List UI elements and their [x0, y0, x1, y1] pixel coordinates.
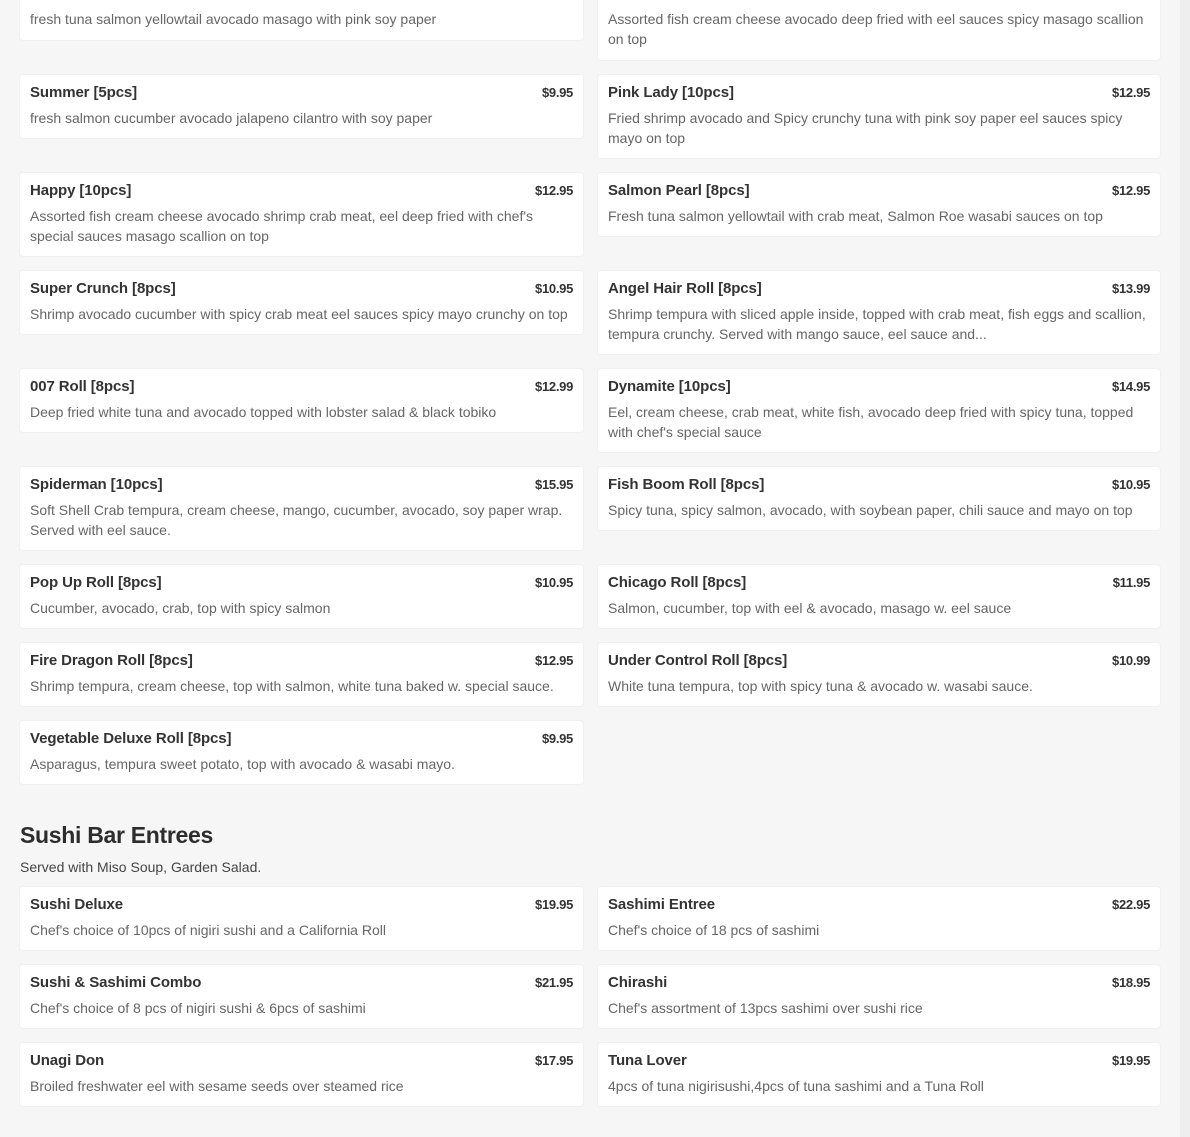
menu-item-card[interactable]: [598, 467, 1160, 530]
menu-item-card[interactable]: [20, 0, 583, 40]
entrees-grid: [20, 887, 1160, 1106]
item-price: $14.95: [1112, 379, 1150, 394]
item-description: Shrimp tempura with sliced apple inside, topped with crab meat, fish eggs and scallion, tempura crunchy. Served with mango sauce, eel sauce and...: [608, 306, 1146, 342]
section-header: [20, 822, 1160, 875]
menu-page: [20, 0, 1160, 1106]
item-price: $9.95: [541, 731, 573, 746]
section-note: Served with Miso Soup, Garden Salad.: [20, 859, 262, 875]
item-name: Vegetable Deluxe Roll [8pcs]: [30, 730, 232, 747]
item-description: Salmon, cucumber, top with eel & avocado, masago w. eel sauce: [608, 600, 1012, 616]
menu-item-card[interactable]: [20, 1043, 583, 1106]
menu-item-card[interactable]: [20, 369, 583, 432]
item-description: 4pcs of tuna nigirisushi,4pcs of tuna sashimi and a Tuna Roll: [608, 1078, 984, 1094]
item-description: fresh salmon cucumber avocado jalapeno cilantro with soy paper: [30, 110, 433, 126]
menu-item-card[interactable]: [20, 271, 583, 334]
item-description: Broiled freshwater eel with sesame seeds over steamed rice: [30, 1078, 404, 1094]
item-price: $21.95: [535, 975, 573, 990]
item-name: Under Control Roll [8pcs]: [608, 652, 788, 669]
item-description: Shrimp tempura, cream cheese, top with salmon, white tuna baked w. special sauce.: [30, 678, 554, 694]
menu-item-card[interactable]: [20, 173, 583, 256]
item-description: Chef's choice of 18 pcs of sashimi: [608, 922, 820, 938]
item-description: Chef's choice of 8 pcs of nigiri sushi & 6pcs of sashimi: [30, 1000, 366, 1016]
menu-item-card[interactable]: [598, 0, 1160, 60]
item-name: Summer [5pcs]: [30, 84, 138, 101]
item-name: Super Crunch [8pcs]: [30, 280, 176, 297]
item-name: Fire Dragon Roll [8pcs]: [30, 652, 193, 669]
item-name: Tuna Lover: [608, 1052, 687, 1069]
rolls-grid: [20, 0, 1160, 784]
menu-item-card[interactable]: [20, 75, 583, 138]
item-price: $12.95: [1112, 85, 1150, 100]
menu-item-card[interactable]: [598, 75, 1160, 158]
item-price: $12.99: [535, 379, 573, 394]
item-price: $10.95: [1112, 477, 1150, 492]
item-name: 007 Roll [8pcs]: [30, 378, 135, 395]
item-description: Deep fried white tuna and avocado topped with lobster salad & black tobiko: [30, 404, 497, 420]
menu-item-card[interactable]: [20, 643, 583, 706]
item-description: Assorted fish cream cheese avocado deep fried with eel sauces spicy masago scallion on top: [608, 11, 1144, 47]
item-name: Salmon Pearl [8pcs]: [608, 182, 750, 199]
item-name: Sushi & Sashimi Combo: [30, 974, 202, 991]
item-price: $18.95: [1112, 975, 1150, 990]
menu-item-card[interactable]: [20, 467, 583, 550]
item-description: Soft Shell Crab tempura, cream cheese, mango, cucumber, avocado, soy paper wrap. Served with eel sauce.: [30, 502, 563, 538]
item-price: $10.95: [535, 281, 573, 296]
item-name: Chirashi: [608, 974, 668, 991]
item-price: $12.95: [535, 653, 573, 668]
item-price: $10.95: [535, 575, 573, 590]
scrollbar-track[interactable]: [1180, 0, 1190, 1137]
item-price: $12.95: [535, 183, 573, 198]
item-name: Sashimi Entree: [608, 896, 715, 913]
item-name: Happy [10pcs]: [30, 182, 132, 199]
menu-item-card[interactable]: [20, 965, 583, 1028]
item-description: Asparagus, tempura sweet potato, top with avocado & wasabi mayo.: [30, 756, 455, 772]
item-name: Angel Hair Roll [8pcs]: [608, 280, 762, 297]
item-description: Chef's choice of 10pcs of nigiri sushi and a California Roll: [30, 922, 386, 938]
item-name: Dynamite [10pcs]: [608, 378, 731, 395]
item-description: Eel, cream cheese, crab meat, white fish, avocado deep fried with spicy tuna, topped with chef's special sauce: [608, 404, 1134, 440]
item-description: Fried shrimp avocado and Spicy crunchy tuna with pink soy paper eel sauces spicy mayo on top: [608, 110, 1123, 146]
menu-item-card[interactable]: [598, 965, 1160, 1028]
item-description: Chef's assortment of 13pcs sashimi over sushi rice: [608, 1000, 923, 1016]
item-price: $15.95: [535, 477, 573, 492]
menu-item-card[interactable]: [598, 173, 1160, 236]
menu-item-card[interactable]: [598, 887, 1160, 950]
menu-item-card[interactable]: [20, 565, 583, 628]
menu-item-card[interactable]: [598, 565, 1160, 628]
menu-item-card[interactable]: [598, 271, 1160, 354]
item-price: $13.99: [1112, 281, 1150, 296]
menu-item-card[interactable]: [20, 887, 583, 950]
item-description: Assorted fish cream cheese avocado shrimp crab meat, eel deep fried with chef's special sauces masago scallion on top: [30, 208, 534, 244]
item-description: Cucumber, avocado, crab, top with spicy salmon: [30, 600, 331, 616]
item-price: $17.95: [535, 1053, 573, 1068]
item-price: $19.95: [1112, 1053, 1150, 1068]
item-name: Pink Lady [10pcs]: [608, 84, 734, 101]
item-price: $22.95: [1112, 897, 1150, 912]
item-description: Shrimp avocado cucumber with spicy crab meat eel sauces spicy mayo crunchy on top: [30, 306, 568, 322]
menu-item-card[interactable]: [598, 1043, 1160, 1106]
menu-item-card[interactable]: [598, 643, 1160, 706]
item-description: fresh tuna salmon yellowtail avocado masago with pink soy paper: [30, 11, 437, 27]
item-description: Spicy tuna, spicy salmon, avocado, with soybean paper, chili sauce and mayo on top: [608, 502, 1133, 518]
item-price: $12.95: [1112, 183, 1150, 198]
item-description: White tuna tempura, top with spicy tuna & avocado w. wasabi sauce.: [608, 678, 1033, 694]
section-title: Sushi Bar Entrees: [20, 822, 214, 848]
item-name: Fish Boom Roll [8pcs]: [608, 476, 765, 493]
item-price: $11.95: [1112, 575, 1150, 590]
item-price: $10.99: [1112, 653, 1150, 668]
menu-item-card[interactable]: [20, 721, 583, 784]
item-name: Sushi Deluxe: [30, 896, 123, 913]
item-price: $9.95: [541, 85, 573, 100]
item-name: Spiderman [10pcs]: [30, 476, 163, 493]
item-price: $19.95: [535, 897, 573, 912]
item-name: Pop Up Roll [8pcs]: [30, 574, 162, 591]
item-description: Fresh tuna salmon yellowtail with crab meat, Salmon Roe wasabi sauces on top: [608, 208, 1103, 224]
item-name: Unagi Don: [30, 1052, 105, 1069]
item-name: Chicago Roll [8pcs]: [608, 574, 747, 591]
menu-item-card[interactable]: [598, 369, 1160, 452]
